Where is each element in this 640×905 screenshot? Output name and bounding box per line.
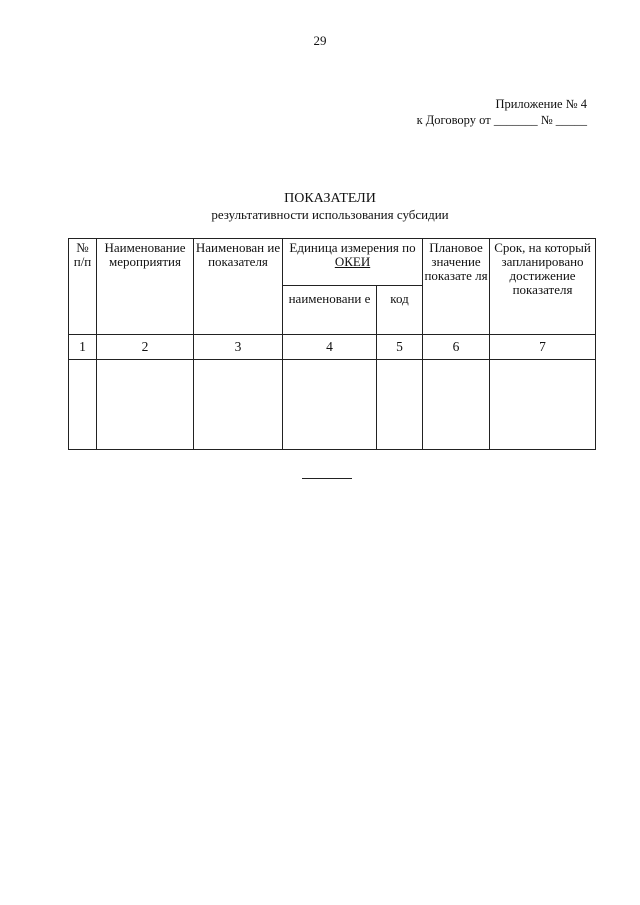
header-unit-prefix: Единица измерения по (289, 240, 416, 255)
indicators-table (68, 238, 596, 450)
appendix-contract-ref: к Договору от _______ № _____ (416, 113, 587, 127)
header-row-number: № п/п (69, 239, 97, 335)
column-number-row (69, 335, 596, 360)
title-main: ПОКАЗАТЕЛИ (284, 191, 376, 206)
empty-cell (194, 360, 283, 450)
empty-cell (69, 360, 97, 450)
column-number: 6 (423, 335, 490, 360)
empty-cell (490, 360, 596, 450)
column-number: 1 (69, 335, 97, 360)
empty-cell (377, 360, 423, 450)
empty-cell (97, 360, 194, 450)
column-number: 4 (283, 335, 377, 360)
okei-link[interactable]: ОКЕИ (334, 254, 371, 269)
header-indicator-name: Наименован ие показателя (194, 239, 283, 335)
empty-cell (283, 360, 377, 450)
column-number: 5 (377, 335, 423, 360)
header-planned-value: Плановое значение показате ля (423, 239, 490, 335)
header-activity-name: Наименование мероприятия (97, 239, 194, 335)
column-number: 2 (97, 335, 194, 360)
appendix-title: Приложение № 4 (495, 97, 587, 111)
column-number: 7 (490, 335, 596, 360)
document-title (0, 191, 640, 223)
table-row (69, 360, 596, 450)
header-unit-name: наименовани е (283, 286, 377, 335)
column-number: 3 (194, 335, 283, 360)
empty-cell (423, 360, 490, 450)
header-unit-code: код (377, 286, 423, 335)
page-number: 29 (313, 33, 327, 48)
header-deadline: Срок, на который запланировано достижение показателя (490, 239, 596, 335)
closing-divider (302, 478, 352, 479)
appendix-block (417, 96, 587, 128)
header-unit-group (283, 239, 423, 286)
title-subtitle: результативности использования субсидии (211, 207, 449, 222)
